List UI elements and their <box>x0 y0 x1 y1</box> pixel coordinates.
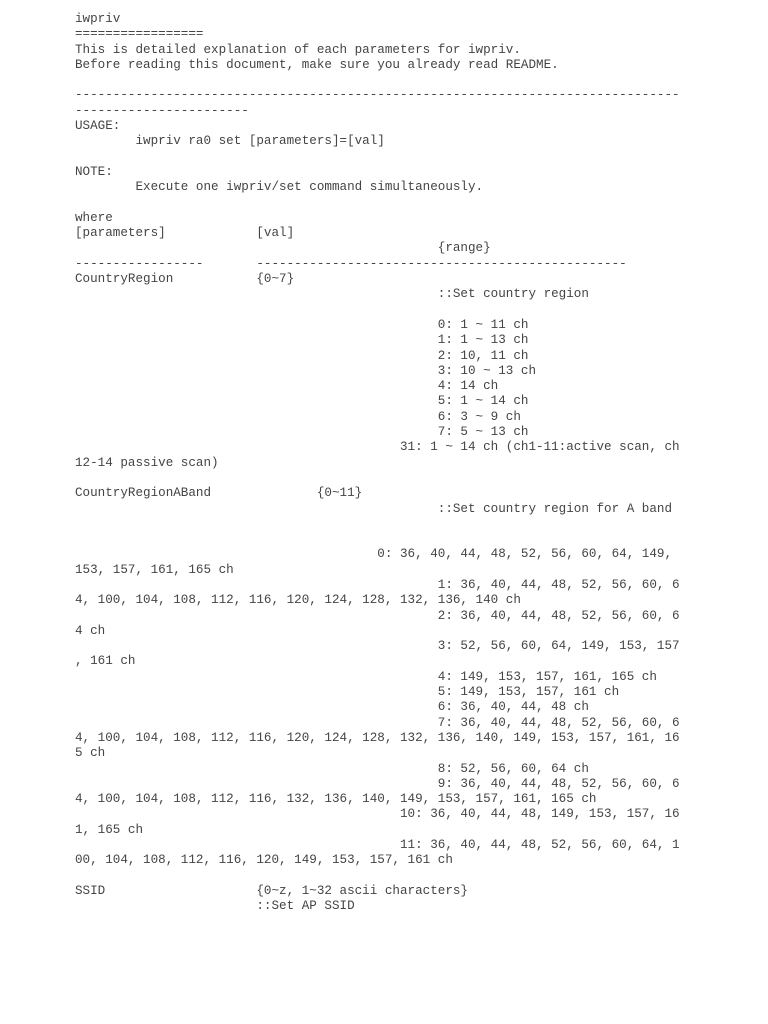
document-text <box>75 12 735 915</box>
document-line: 11: 36, 40, 44, 48, 52, 56, 60, 64, 1 <box>75 838 680 853</box>
document-line: ----------------------- <box>75 103 249 118</box>
document-line: ::Set AP SSID <box>75 899 355 914</box>
document-line: 7: 36, 40, 44, 48, 52, 56, 60, 6 <box>75 715 680 730</box>
document-line: Before reading this document, make sure you already read README. <box>75 57 559 72</box>
document-line: 2: 10, 11 ch <box>75 348 529 363</box>
document-line: {range} <box>75 241 491 256</box>
document-line: 00, 104, 108, 112, 116, 120, 149, 153, 157, 161 ch <box>75 853 453 868</box>
document-line: , 161 ch <box>75 654 136 669</box>
document-line: Execute one iwpriv/set command simultaneously. <box>75 180 484 195</box>
document-line: ::Set country region <box>75 287 589 302</box>
document-line: 5: 149, 153, 157, 161 ch <box>75 685 620 700</box>
document-line: USAGE: <box>75 119 121 134</box>
document-line <box>75 517 735 532</box>
document-line: 1, 165 ch <box>75 822 144 837</box>
document-line: 6: 3 ~ 9 ch <box>75 409 521 424</box>
document-line: ----------------- ------------------------------------------------- <box>75 256 627 271</box>
document-line: 1: 1 ~ 13 ch <box>75 333 529 348</box>
document-line: 4, 100, 104, 108, 112, 116, 132, 136, 140, 149, 153, 157, 161, 165 ch <box>75 792 597 807</box>
document-line <box>75 532 735 547</box>
document-line: 0: 1 ~ 11 ch <box>75 317 529 332</box>
document-line: ================= <box>75 27 204 42</box>
document-line: iwpriv <box>75 12 121 26</box>
document-line: CountryRegionABand {0~11} <box>75 486 363 501</box>
document-line: 5 ch <box>75 746 106 761</box>
document-line: SSID {0~z, 1~32 ascii characters} <box>75 883 468 898</box>
document-line: 7: 5 ~ 13 ch <box>75 425 529 440</box>
document-line: 4 ch <box>75 623 106 638</box>
document-line: NOTE: <box>75 164 113 179</box>
document-line: 153, 157, 161, 165 ch <box>75 562 234 577</box>
document-line <box>75 73 735 88</box>
document-line: 9: 36, 40, 44, 48, 52, 56, 60, 6 <box>75 776 680 791</box>
document-line: CountryRegion {0~7} <box>75 272 295 287</box>
document-line: 2: 36, 40, 44, 48, 52, 56, 60, 6 <box>75 608 680 623</box>
document-line: 0: 36, 40, 44, 48, 52, 56, 60, 64, 149, <box>75 547 673 562</box>
document-line <box>75 303 735 318</box>
document-line <box>75 869 735 884</box>
document-line: 6: 36, 40, 44, 48 ch <box>75 700 589 715</box>
document-line <box>75 471 735 486</box>
document-line: iwpriv ra0 set [parameters]=[val] <box>75 134 385 149</box>
document-line: 4, 100, 104, 108, 112, 116, 120, 124, 128, 132, 136, 140, 149, 153, 157, 161, 16 <box>75 730 680 745</box>
document-line: where <box>75 210 113 225</box>
document-line: 8: 52, 56, 60, 64 ch <box>75 761 589 776</box>
document-line: 3: 52, 56, 60, 64, 149, 153, 157 <box>75 639 680 654</box>
document-line: 4: 149, 153, 157, 161, 165 ch <box>75 669 657 684</box>
document-line: 1: 36, 40, 44, 48, 52, 56, 60, 6 <box>75 577 680 592</box>
document-line <box>75 150 735 165</box>
document-line: ::Set country region for A band <box>75 501 673 516</box>
document-line: 3: 10 ~ 13 ch <box>75 363 537 378</box>
document-line: [parameters] [val] <box>75 226 295 241</box>
document-line: 31: 1 ~ 14 ch (ch1-11:active scan, ch <box>75 440 680 455</box>
document-line: 12-14 passive scan) <box>75 455 219 470</box>
document-line: -------------------------------------------------------------------------------- <box>75 88 680 103</box>
document-line: 4, 100, 104, 108, 112, 116, 120, 124, 128, 132, 136, 140 ch <box>75 593 521 608</box>
document-line: 4: 14 ch <box>75 379 499 394</box>
document-line <box>75 196 735 211</box>
document-line: This is detailed explanation of each parameters for iwpriv. <box>75 42 521 57</box>
document-line: 5: 1 ~ 14 ch <box>75 394 529 409</box>
document-line: 10: 36, 40, 44, 48, 149, 153, 157, 16 <box>75 807 680 822</box>
